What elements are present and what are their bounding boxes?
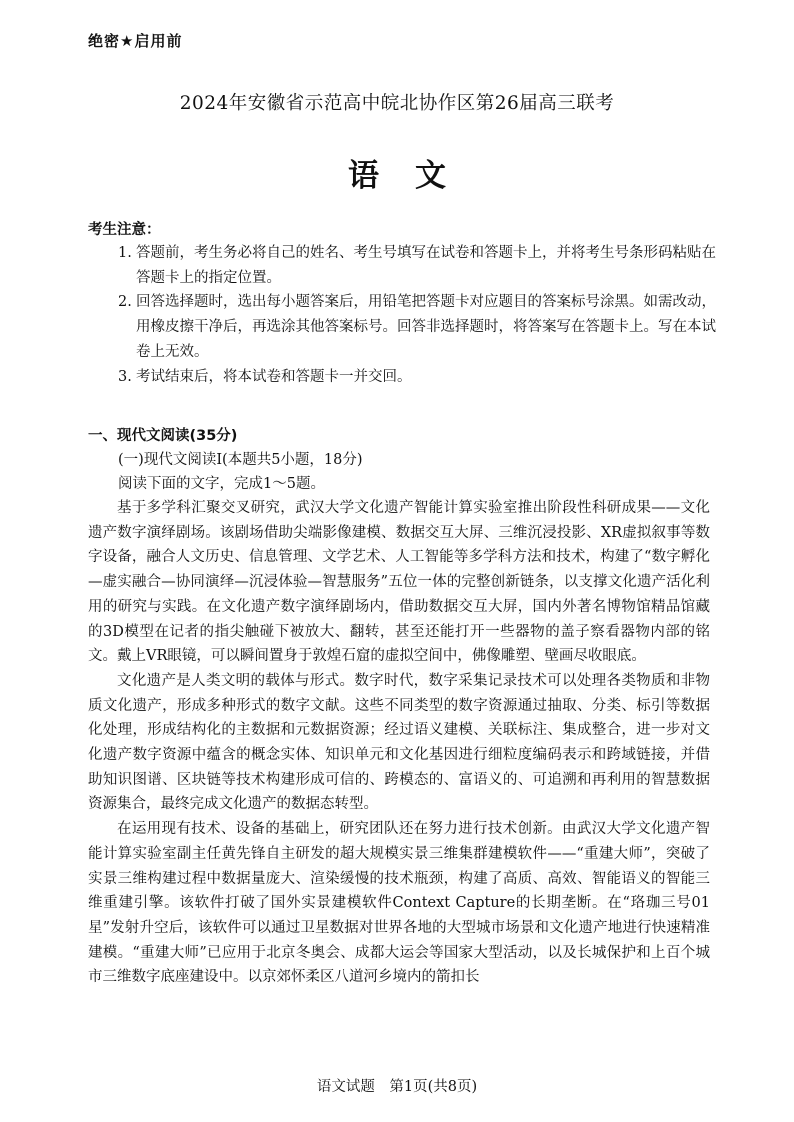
notice-item-number: 3. <box>118 368 132 385</box>
notice-item <box>118 290 728 364</box>
passage-paragraph: 在运用现有技术、设备的基础上，研究团队还在努力进行技术创新。由武汉大学文化遗产智能计算实验室副主任黄先锋自主研发的超大规模实景三维集群建模软件——“重建大师”，突破了实景三维构建过程中数据量庞大、渲染缓慢的技术瓶颈，构建了高质、高效、智能语义的智能三维重建引擎。该软件打破了国外实景建模软件Context Capture的长期垄断。在“珞珈三号01星”发射升空后，该软件可以通过卫星数据对世界各地的大型城市场景和文化遗产地进行快速精准建模。“重建大师”已应用于北京冬奥会、成都大运会等国家大型活动，以及长城保护和上百个城市三维数字底座建设中。以京郊怀柔区八道河乡境内的箭扣长 <box>88 821 710 986</box>
exam-title: 2024年安徽省示范高中皖北协作区第26届高三联考 <box>179 93 615 114</box>
notice-heading: 考生注意： <box>88 222 161 238</box>
reading-instruction: 阅读下面的文字，完成1～5题。 <box>118 476 325 492</box>
notice-list <box>118 241 728 389</box>
notice-item <box>118 241 728 290</box>
passage-paragraph: 文化遗产是人类文明的载体与形式。数字时代，数字采集记录技术可以处理各类物质和非物质文化遗产，形成多种形式的数字文献。这些不同类型的数字资源通过抽取、分类、标引等数据化处理，形成结构化的主数据和元数据资源；经过语义建模、关联标注、集成整合，进一步对文化遗产数字资源中蕴含的概念实体、知识单元和文化基因进行细粒度编码表示和跨域链接，并借助知识图谱、区块链等技术构建形成可信的、跨模态的、富语义的、可追溯和再利用的智慧数据资源集合，最终完成文化遗产的数据态转型。 <box>88 672 710 813</box>
notice-item-number: 2. <box>118 294 132 311</box>
notice-item-text: 回答选择题时，选出每小题答案后，用铅笔把答题卡对应题目的答案标号涂黑。如需改动，用橡皮擦干净后，再选涂其他答案标号。回答非选择题时，将答案写在答题卡上。写在本试卷上无效。 <box>136 294 716 360</box>
subject-title: 语文 <box>348 158 482 194</box>
section-subheading: (一)现代文阅读Ⅰ(本题共5小题，18分) <box>118 452 363 468</box>
notice-item <box>118 365 728 390</box>
page-footer: 语文试题 第1页(共8页) <box>316 1079 478 1095</box>
notice-item-text: 答题前，考生务必将自己的姓名、考生号填写在试卷和答题卡上，并将考生号条形码粘贴在答题卡上的指定位置。 <box>136 245 716 286</box>
notice-item-text: 考试结束后，将本试卷和答题卡一并交回。 <box>136 368 412 385</box>
reading-passage <box>88 496 710 990</box>
section-heading: 一、现代文阅读(35分) <box>88 428 238 444</box>
notice-item-number: 1. <box>118 245 132 261</box>
passage-paragraph: 基于多学科汇聚交叉研究，武汉大学文化遗产智能计算实验室推出阶段性科研成果——文化遗产数字演绎剧场。该剧场借助尖端影像建模、数据交互大屏、三维沉浸投影、XR虚拟叙事等数字设备，融合人文历史、信息管理、文学艺术、人工智能等多学科方法和技术，构建了“数字孵化—虚实融合—协同演绎—沉浸体验—智慧服务”五位一体的完整创新链条，以支撑文化遗产活化利用的研究与实践。在文化遗产数字演绎剧场内，借助数据交互大屏，国内外著名博物馆精品馆藏的3D模型在记者的指尖触碰下被放大、翻转，甚至还能打开一些器物的盖子察看器物内部的铭文。戴上VR眼镜，可以瞬间置身于敦煌石窟的虚拟空间中，佛像雕塑、壁画尽收眼底。 <box>88 500 710 665</box>
secret-label: 绝密★启用前 <box>88 32 183 50</box>
